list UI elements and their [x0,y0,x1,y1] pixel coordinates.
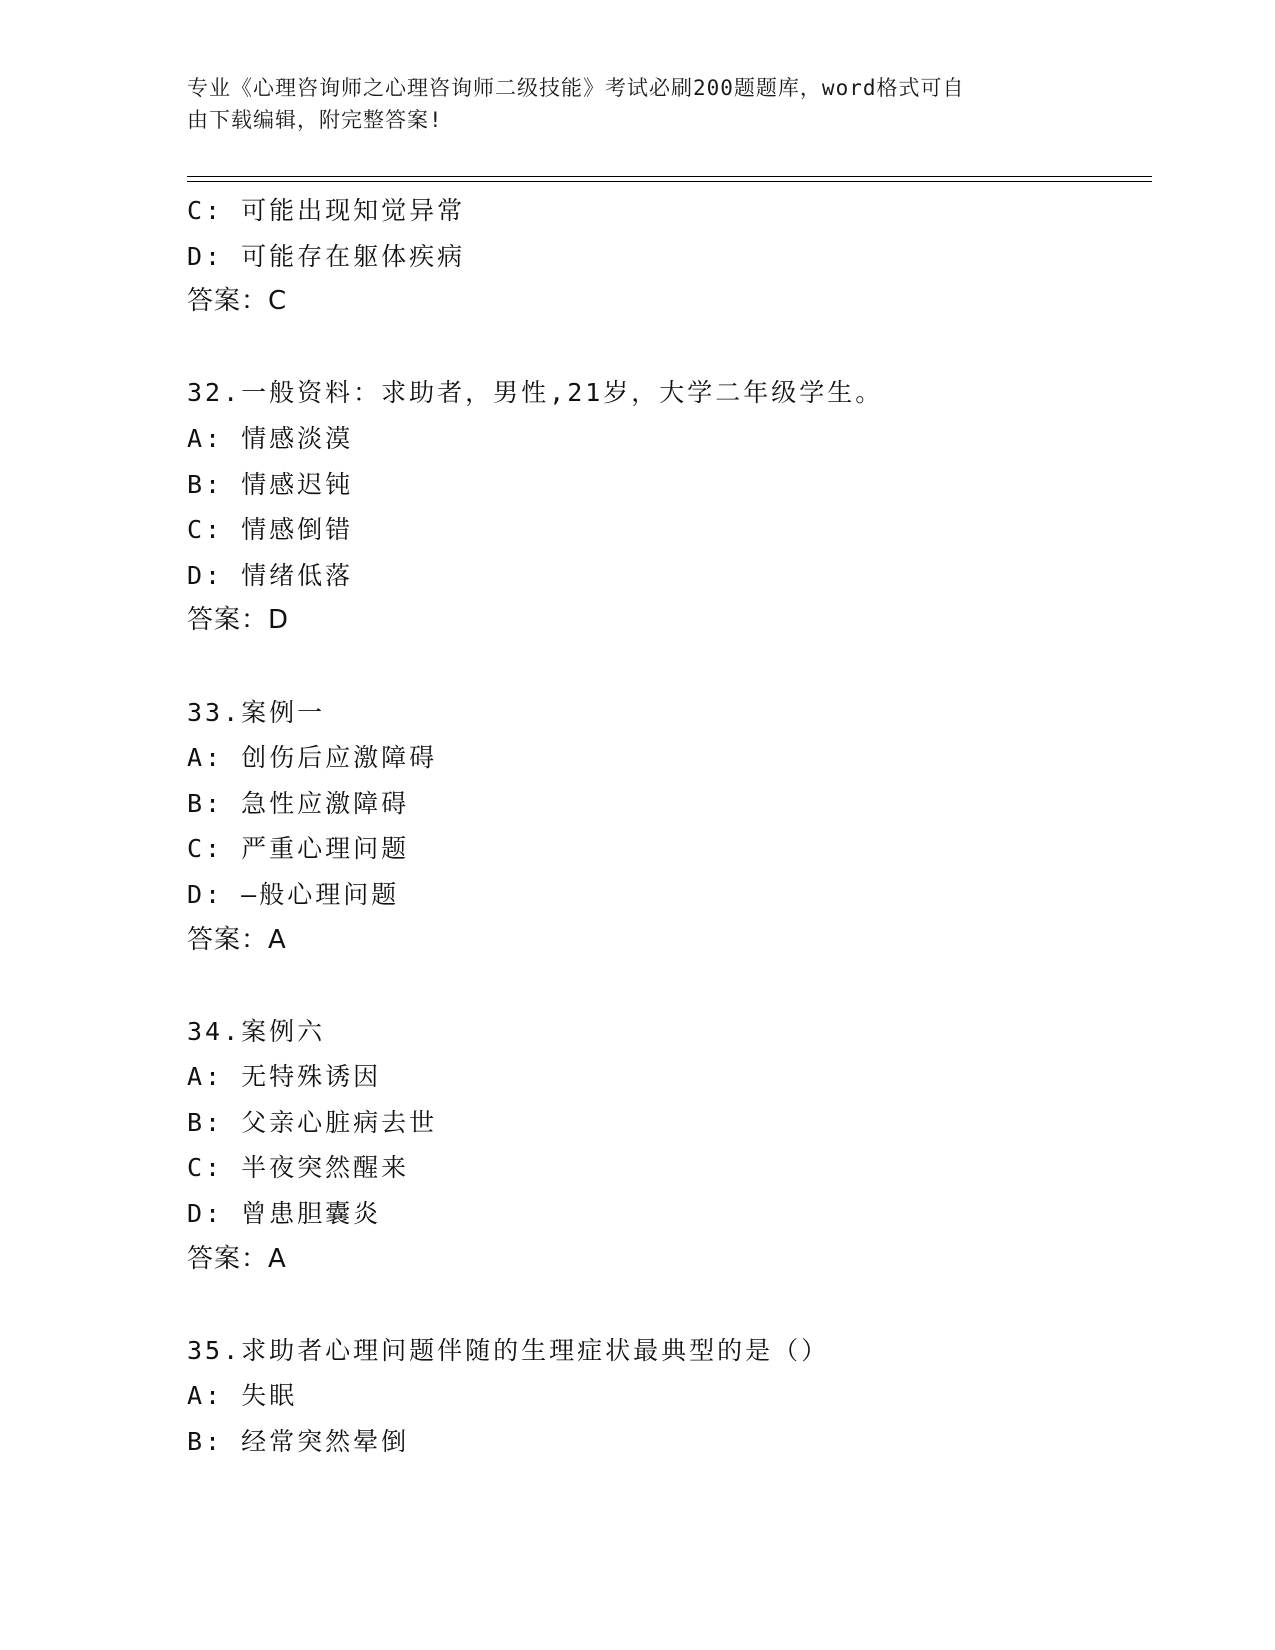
question-stem: 32.一般资料：求助者，男性,21岁，大学二年级学生。 [187,378,884,408]
header-line-2: 由下载编辑，附完整答案! [187,108,443,132]
answer-line: 答案：C [187,286,288,317]
option-d: D: —般心理问题 [187,879,400,909]
option-c: C: 可能出现知觉异常 [187,196,466,225]
option-c: C: 情感倒错 [187,515,354,545]
option-a: A: 无特殊诱因 [187,1062,382,1092]
document-header [187,72,1067,136]
option-c: C: 严重心理问题 [187,834,410,864]
answer-line: 答案：A [187,1243,287,1274]
question-stem: 34.案例六 [187,1016,326,1046]
question-stem: 35.求助者心理问题伴随的生理症状最典型的是（） [187,1335,830,1365]
question-list [187,188,1147,1465]
question-stem: 33.案例一 [187,697,326,727]
option-d: D: 曾患胆囊炎 [187,1199,382,1229]
option-b: B: 情感迟钝 [187,469,354,499]
option-a: A: 创伤后应激障碍 [187,743,438,773]
answer-line: 答案：A [187,924,287,955]
option-d: D: 可能存在躯体疾病 [187,241,466,271]
header-line-1: 专业《心理咨询师之心理咨询师二级技能》考试必刷200题题库，word格式可自 [187,76,965,100]
header-rule-top [187,176,1152,177]
option-b: B: 急性应激障碍 [187,788,410,818]
option-d: D: 情绪低落 [187,560,354,590]
option-c: C: 半夜突然醒来 [187,1153,410,1183]
option-a: A: 情感淡漠 [187,423,354,453]
answer-line: 答案：D [187,605,290,636]
option-a: A: 失眠 [187,1381,298,1411]
option-b: B: 经常突然晕倒 [187,1427,410,1457]
option-b: B: 父亲心脏病去世 [187,1107,438,1137]
header-rule-bottom [187,181,1152,182]
